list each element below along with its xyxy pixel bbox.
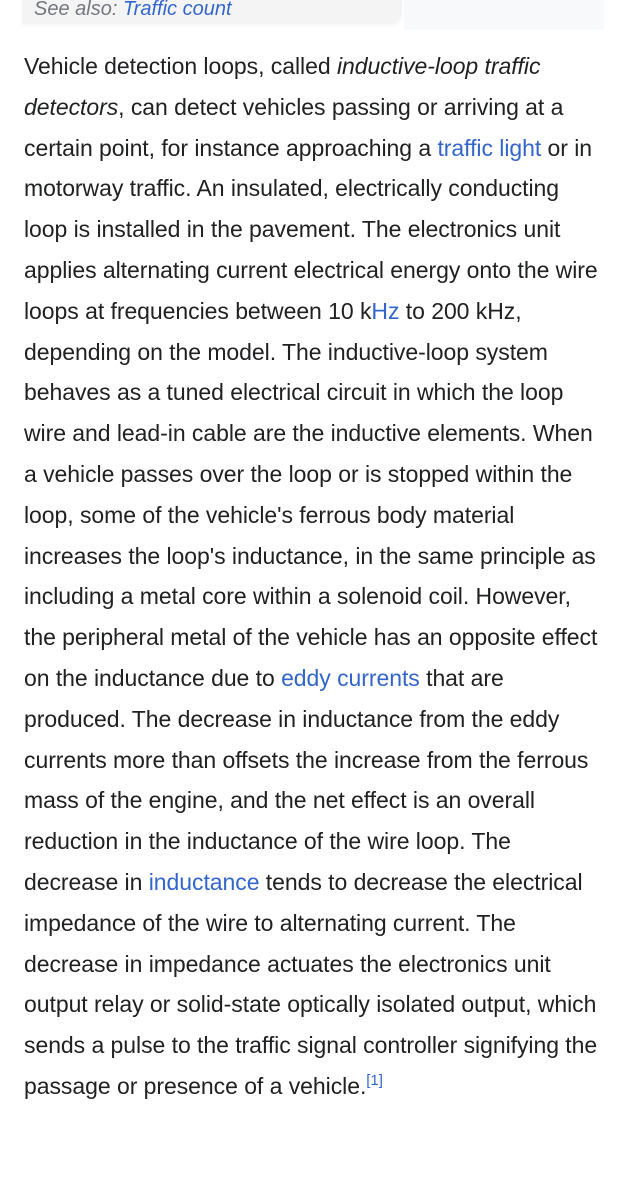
see-also-text: [34, 0, 232, 24]
article-text: , can detect vehicles passing or arriving at a certain point, for instance approaching a: [24, 93, 564, 161]
see-also-link[interactable]: Traffic count: [122, 0, 232, 20]
see-also-label: See also:: [34, 0, 118, 20]
traffic-light-link[interactable]: traffic light: [437, 134, 542, 161]
article-emphasis: inductive-loop traffic detectors: [24, 53, 541, 120]
article-text: to 200 kHz, depending on the model. The inductive-loop system behaves as a tuned electrical circuit in which the loop wire and lead-in cable are the inductive elements. When a vehicle passes over the loop or is stopped within the loop, some of the vehicle's ferrous body material increases the loop's inductance, in the same principle as including a metal core within a solenoid coil. However, the peripheral metal of the vehicle has an opposite effect on the inductance due to: [24, 297, 598, 691]
article-text: Vehicle detection loops, called: [24, 53, 337, 79]
eddy-currents-link[interactable]: eddy currents: [281, 664, 420, 691]
article-text: tends to decrease the electrical impedance of the wire to alternating current. The decrease in impedance actuates the electronics unit output relay or solid-state optically isolated output, which sends a pulse to the traffic signal controller signifying the passage or presence of a vehicle.: [24, 868, 598, 1099]
article-text: that are produced. The decrease in inductance from the eddy currents more than offsets the increase from the ferrous mass of the engine, and the net effect is an overall reduction in the inductance of the wire loop. The decrease in: [24, 664, 589, 895]
reference-link[interactable]: [1]: [366, 1071, 383, 1089]
hertz-link[interactable]: Hz: [371, 297, 400, 324]
inductance-link[interactable]: inductance: [148, 868, 260, 895]
article-paragraph: [24, 46, 608, 1107]
hatnote-background: [404, 0, 604, 30]
see-also-hatnote: [22, 0, 402, 24]
article-text: or in motorway traffic. An insulated, electrically conducting loop is installed in the pavement. The electronics unit applies alternating current electrical energy onto the wire loops at frequencies between 10 k: [24, 134, 598, 324]
